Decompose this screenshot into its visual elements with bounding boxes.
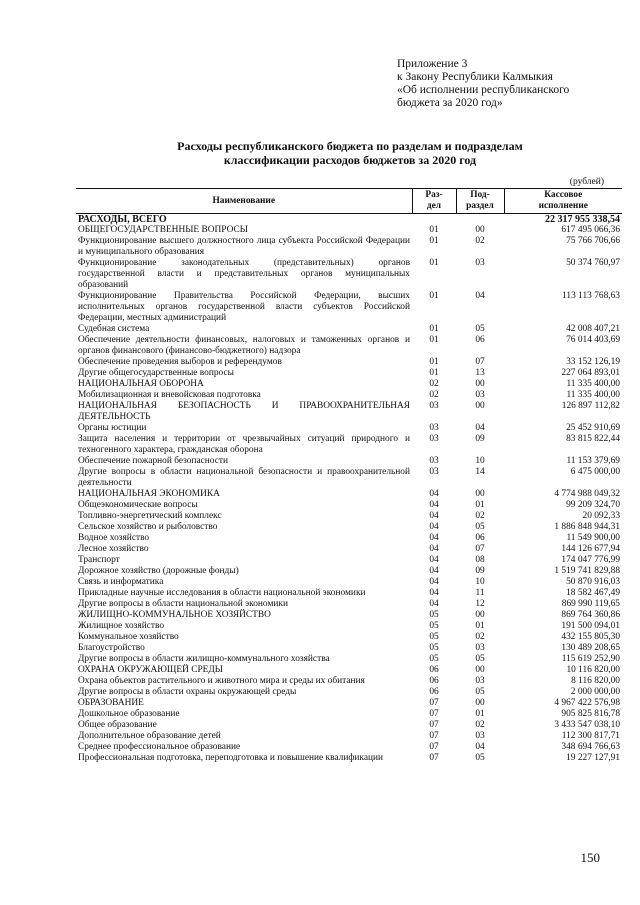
table-row <box>76 291 622 324</box>
row-subsection-code: 07 <box>475 357 485 367</box>
table-row <box>76 742 622 753</box>
row-name: Органы юстиции <box>78 423 147 433</box>
row-name: Благоустройство <box>78 643 145 653</box>
row-section-code: 04 <box>429 555 439 565</box>
row-name: Функционирование высшего должностного лица субъекта Российской Федерации и муниципального образования <box>78 236 410 257</box>
row-name: ЖИЛИЩНО-КОММУНАЛЬНОЕ ХОЗЯЙСТВО <box>78 610 271 620</box>
row-name: Другие вопросы в области жилищно-коммунального хозяйства <box>78 654 330 664</box>
row-subsection-code: 05 <box>475 522 485 532</box>
expenditure-table <box>76 188 622 764</box>
row-section-code: 04 <box>429 544 439 554</box>
row-name: Дорожное хозяйство (дорожные фонды) <box>78 566 239 576</box>
header-amount <box>504 189 622 214</box>
row-amount: 25 452 910,69 <box>566 423 620 433</box>
row-subsection-code: 14 <box>475 467 485 477</box>
row-name: ОБРАЗОВАНИЕ <box>78 698 144 708</box>
row-name: Среднее профессиональное образование <box>78 742 241 752</box>
row-section-code: 04 <box>429 489 439 499</box>
row-name: Дошкольное образование <box>78 709 180 719</box>
table-row <box>76 335 622 357</box>
row-amount: 869 990 119,65 <box>561 599 620 609</box>
row-name: ОБЩЕГОСУДАРСТВЕННЫЕ ВОПРОСЫ <box>78 225 248 235</box>
row-name: НАЦИОНАЛЬНАЯ ЭКОНОМИКА <box>78 489 220 499</box>
row-subsection-code: 12 <box>475 599 485 609</box>
table-row <box>76 709 622 720</box>
row-section-code: 07 <box>429 753 439 763</box>
document-title <box>80 139 620 167</box>
page-number: 150 <box>580 850 600 865</box>
row-name: Функционирование законодательных (представительных) органов государственной власти и представительных органов муниципальных образований <box>78 258 410 290</box>
row-section-code: 05 <box>429 654 439 664</box>
row-amount: 50 374 760,97 <box>566 258 620 268</box>
row-section-code: 05 <box>429 643 439 653</box>
row-name: Профессиональная подготовка, переподготовка и повышение квалификации <box>78 753 384 763</box>
table-row <box>76 720 622 731</box>
row-section-code: 02 <box>429 379 439 389</box>
row-name: Водное хозяйство <box>78 533 150 543</box>
row-name: Защита населения и территории от чрезвычайных ситуаций природного и техногенного характера, гражданская оборона <box>78 434 410 455</box>
row-section-code: 03 <box>429 456 439 466</box>
header-subsection-text: Под- раздел <box>466 190 494 211</box>
table-row <box>76 522 622 533</box>
row-name: Мобилизационная и вневойсковая подготовка <box>78 390 261 400</box>
table-row <box>76 599 622 610</box>
table-body <box>76 214 622 765</box>
row-amount: 144 126 677,94 <box>561 544 620 554</box>
row-name: Лесное хозяйство <box>78 544 149 554</box>
table-row <box>76 390 622 401</box>
row-subsection-code: 01 <box>475 709 485 719</box>
table-row <box>76 544 622 555</box>
row-amount: 869 764 360,86 <box>561 610 620 620</box>
table-row <box>76 555 622 566</box>
row-amount: 115 619 252,90 <box>561 654 620 664</box>
row-section-code: 04 <box>429 522 439 532</box>
title-line: Расходы республиканского бюджета по разделам и подразделам <box>177 139 523 153</box>
row-name: Другие вопросы в области национальной безопасности и правоохранительной деятельности <box>78 467 410 488</box>
row-subsection-code: 03 <box>475 258 485 268</box>
row-amount: 348 694 766,63 <box>561 742 620 752</box>
row-amount: 99 209 324,70 <box>566 500 620 510</box>
section-row <box>76 665 622 676</box>
row-amount: 11 549 900,00 <box>566 533 620 543</box>
row-subsection-code: 02 <box>475 632 485 642</box>
row-amount: 1 519 741 829,88 <box>554 566 620 576</box>
row-section-code: 01 <box>429 258 439 268</box>
row-amount: 11 153 379,69 <box>566 456 620 466</box>
row-amount: 432 155 805,30 <box>561 632 620 642</box>
units-label: (рублей) <box>569 177 604 187</box>
row-amount: 11 335 400,00 <box>566 379 620 389</box>
table-row <box>76 632 622 643</box>
row-amount: 113 113 768,63 <box>562 291 620 301</box>
table-row <box>76 676 622 687</box>
row-section-code: 01 <box>429 368 439 378</box>
row-amount: 18 582 467,49 <box>566 588 620 598</box>
row-name: Связь и информатика <box>78 577 164 587</box>
row-name: Сельское хозяйство и рыболовство <box>78 522 218 532</box>
section-row <box>76 698 622 709</box>
table-row <box>76 588 622 599</box>
row-name: Обеспечение проведения выборов и референдумов <box>78 357 282 367</box>
title-line: классификации расходов бюджетов за 2020 год <box>223 153 477 167</box>
row-amount: 50 870 916,03 <box>566 577 620 587</box>
row-subsection-code: 00 <box>475 610 485 620</box>
row-subsection-code: 03 <box>475 676 485 686</box>
row-subsection-code: 01 <box>475 621 485 631</box>
row-amount: 33 152 126,19 <box>566 357 620 367</box>
row-amount: 1 886 848 944,31 <box>554 522 620 532</box>
row-section-code: 07 <box>429 720 439 730</box>
row-subsection-code: 00 <box>475 225 485 235</box>
row-subsection-code: 08 <box>475 555 485 565</box>
row-subsection-code: 02 <box>475 236 485 246</box>
row-subsection-code: 06 <box>475 533 485 543</box>
row-name: Охрана объектов растительного и животного мира и среды их обитания <box>78 676 365 686</box>
row-amount: 83 815 822,44 <box>566 434 620 444</box>
section-row <box>76 225 622 236</box>
row-subsection-code: 00 <box>475 401 485 411</box>
row-section-code: 07 <box>429 698 439 708</box>
table-row <box>76 434 622 456</box>
table-row <box>76 258 622 291</box>
section-row <box>76 489 622 500</box>
appendix-line: бюджета за 2020 год» <box>397 97 503 109</box>
row-name: Обеспечение деятельности финансовых, налоговых и таможенных органов и органов финансового (финансово-бюджетного) надзора <box>78 335 410 356</box>
row-subsection-code: 00 <box>475 698 485 708</box>
row-section-code: 03 <box>429 434 439 444</box>
row-amount: 191 500 094,01 <box>561 621 620 631</box>
row-section-code: 04 <box>429 511 439 521</box>
table-row <box>76 236 622 258</box>
table-row <box>76 753 622 764</box>
table-row <box>76 467 622 489</box>
row-subsection-code: 02 <box>475 511 485 521</box>
row-section-code: 04 <box>429 533 439 543</box>
table-row <box>76 577 622 588</box>
appendix-line: Приложение 3 <box>397 58 468 70</box>
appendix-note <box>397 58 569 110</box>
row-amount: 76 014 403,69 <box>566 335 620 345</box>
row-section-code: 05 <box>429 621 439 631</box>
row-name: Топливно-энергетический комплекс <box>78 511 222 521</box>
table-row <box>76 368 622 379</box>
row-subsection-code: 00 <box>475 489 485 499</box>
row-amount: 10 116 820,00 <box>566 665 620 675</box>
row-amount: 75 766 706,66 <box>566 236 620 246</box>
row-subsection-code: 04 <box>475 742 485 752</box>
row-subsection-code: 11 <box>475 588 485 598</box>
row-amount: 19 227 127,91 <box>566 753 620 763</box>
header-section <box>412 189 456 214</box>
row-name: Судебная система <box>78 324 150 334</box>
row-amount: 174 047 776,99 <box>561 555 620 565</box>
row-amount: 126 897 112,82 <box>561 401 620 411</box>
row-amount: 905 825 816,78 <box>561 709 620 719</box>
table-row <box>76 643 622 654</box>
row-name: Общее образование <box>78 720 157 730</box>
row-section-code: 01 <box>429 357 439 367</box>
row-section-code: 03 <box>429 423 439 433</box>
row-name: Коммунальное хозяйство <box>78 632 179 642</box>
row-section-code: 03 <box>429 401 439 411</box>
row-section-code: 06 <box>429 676 439 686</box>
row-section-code: 03 <box>429 467 439 477</box>
row-amount: 617 495 066,36 <box>561 225 620 235</box>
row-subsection-code: 03 <box>475 643 485 653</box>
row-name: ОХРАНА ОКРУЖАЮЩЕЙ СРЕДЫ <box>78 665 223 675</box>
row-amount: 6 475 000,00 <box>570 467 620 477</box>
row-section-code: 06 <box>429 665 439 675</box>
table-row <box>76 566 622 577</box>
row-subsection-code: 04 <box>475 291 485 301</box>
table-row <box>76 423 622 434</box>
row-subsection-code: 13 <box>475 368 485 378</box>
row-amount: 130 489 208,65 <box>561 643 620 653</box>
row-subsection-code: 05 <box>475 654 485 664</box>
row-section-code: 01 <box>429 291 439 301</box>
row-section-code: 07 <box>429 742 439 752</box>
table-row <box>76 456 622 467</box>
total-row <box>76 214 622 226</box>
row-subsection-code: 06 <box>475 335 485 345</box>
row-name: Транспорт <box>78 555 120 565</box>
section-row <box>76 401 622 423</box>
row-subsection-code: 05 <box>475 687 485 697</box>
table-row <box>76 687 622 698</box>
row-name: Жилищное хозяйство <box>78 621 165 631</box>
table-row <box>76 654 622 665</box>
row-amount: 227 064 893,01 <box>561 368 620 378</box>
row-name: Дополнительное образование детей <box>78 731 221 741</box>
row-subsection-code: 10 <box>475 456 485 466</box>
row-section-code: 04 <box>429 599 439 609</box>
header-section-text: Раз- дел <box>425 190 443 211</box>
row-section-code: 01 <box>429 335 439 345</box>
table-row <box>76 500 622 511</box>
row-subsection-code: 05 <box>475 753 485 763</box>
table-row <box>76 731 622 742</box>
row-subsection-code: 00 <box>475 379 485 389</box>
row-name: НАЦИОНАЛЬНАЯ ОБОРОНА <box>78 379 204 389</box>
row-name: Другие общегосударственные вопросы <box>78 368 234 378</box>
table-header-row <box>76 189 622 214</box>
row-amount: 3 433 547 038,10 <box>554 720 620 730</box>
row-subsection-code: 07 <box>475 544 485 554</box>
header-subsection <box>456 189 504 214</box>
row-name: НАЦИОНАЛЬНАЯ БЕЗОПАСНОСТЬ И ПРАВООХРАНИТЕЛЬНАЯ ДЕЯТЕЛЬНОСТЬ <box>78 401 410 422</box>
table-row <box>76 621 622 632</box>
row-name: Другие вопросы в области национальной экономики <box>78 599 288 609</box>
row-subsection-code: 10 <box>475 577 485 587</box>
row-subsection-code: 03 <box>475 390 485 400</box>
table-row <box>76 533 622 544</box>
row-subsection-code: 05 <box>475 324 485 334</box>
row-section-code: 05 <box>429 610 439 620</box>
row-section-code: 04 <box>429 500 439 510</box>
row-amount: 4 774 988 049,32 <box>554 489 620 499</box>
row-section-code: 01 <box>429 324 439 334</box>
header-name: Наименование <box>76 189 412 214</box>
row-amount: 8 116 820,00 <box>571 676 620 686</box>
row-subsection-code: 01 <box>475 500 485 510</box>
row-section-code: 04 <box>429 588 439 598</box>
section-row <box>76 379 622 390</box>
appendix-line: к Закону Республики Калмыкия <box>397 71 553 83</box>
table-row <box>76 324 622 335</box>
row-subsection-code: 02 <box>475 720 485 730</box>
row-amount: 22 317 955 338,54 <box>545 214 620 225</box>
row-amount: 4 967 422 576,98 <box>554 698 620 708</box>
row-amount: 42 008 407,21 <box>566 324 620 334</box>
row-amount: 2 000 000,00 <box>570 687 620 697</box>
row-section-code: 01 <box>429 225 439 235</box>
table-row <box>76 357 622 368</box>
row-name: Прикладные научные исследования в области национальной экономики <box>78 588 366 598</box>
row-section-code: 04 <box>429 577 439 587</box>
row-amount: 112 300 817,71 <box>561 731 620 741</box>
row-name: Обеспечение пожарной безопасности <box>78 456 229 466</box>
row-amount: 20 092,33 <box>582 511 620 521</box>
table-row <box>76 511 622 522</box>
row-amount: 11 335 400,00 <box>566 390 620 400</box>
row-subsection-code: 00 <box>475 665 485 675</box>
row-name: Функционирование Правительства Российской Федерации, высших исполнительных органов государственной власти субъектов Российской Федерации, местных администраций <box>78 291 410 323</box>
header-amount-text: Кассовое исполнение <box>538 190 588 211</box>
row-section-code: 07 <box>429 709 439 719</box>
row-subsection-code: 04 <box>475 423 485 433</box>
row-subsection-code: 09 <box>475 434 485 444</box>
row-subsection-code <box>456 214 504 226</box>
row-name: Другие вопросы в области охраны окружающей среды <box>78 687 297 697</box>
section-row <box>76 610 622 621</box>
row-section-code <box>412 214 456 226</box>
row-name: РАСХОДЫ, ВСЕГО <box>78 214 167 225</box>
row-subsection-code: 09 <box>475 566 485 576</box>
row-section-code: 07 <box>429 731 439 741</box>
row-section-code: 02 <box>429 390 439 400</box>
row-section-code: 05 <box>429 632 439 642</box>
row-subsection-code: 03 <box>475 731 485 741</box>
row-name: Общеэкономические вопросы <box>78 500 198 510</box>
appendix-line: «Об исполнении республиканского <box>397 84 570 96</box>
row-section-code: 06 <box>429 687 439 697</box>
row-section-code: 01 <box>429 236 439 246</box>
row-section-code: 04 <box>429 566 439 576</box>
